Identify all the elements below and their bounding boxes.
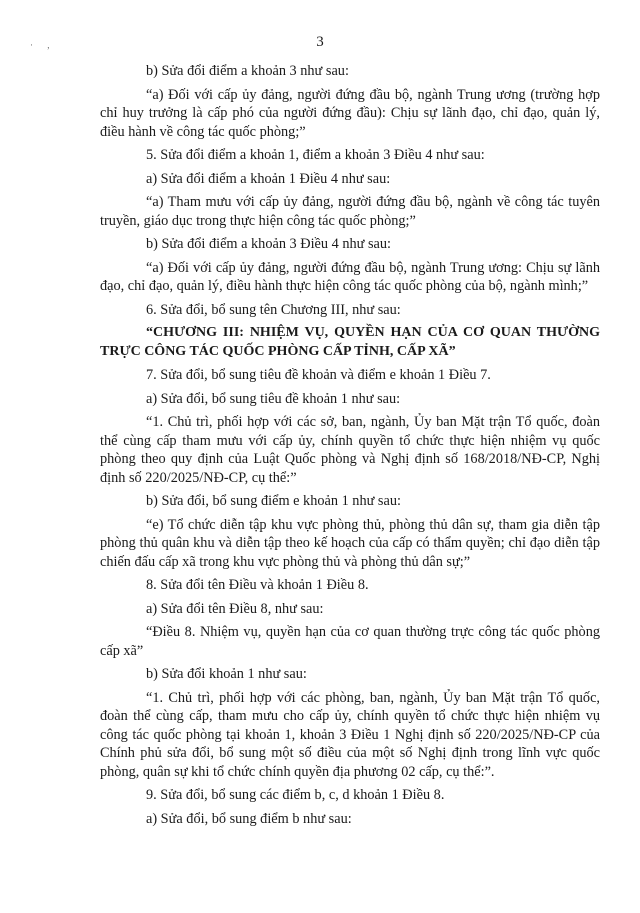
chapter-title: “CHƯƠNG III: NHIỆM VỤ, QUYỀN HẠN CỦA CƠ QUAN THƯỜNG TRỰC CÔNG TÁC QUỐC PHÒNG CẤP TỈNH, CẤP XÃ” — [100, 325, 600, 359]
paragraph: a) Sửa đổi, bổ sung điểm b như sau: — [146, 810, 352, 827]
paragraph: “a) Đối với cấp ủy đảng, người đứng đầu bộ, ngành Trung ương (trường hợp chỉ huy trưởng là cấp phó của người đứng đầu): Chịu sự lãnh đạo, chỉ đạo, quản lý, điều hành về công tác quốc phòng;” — [100, 86, 600, 140]
paragraph: 7. Sửa đổi, bổ sung tiêu đề khoản và điểm e khoản 1 Điều 7. — [146, 367, 491, 383]
paragraph: a) Sửa đổi, bổ sung tiêu đề khoản 1 như sau: — [146, 390, 401, 407]
paragraph: 8. Sửa đổi tên Điều và khoản 1 Điều 8. — [146, 577, 369, 593]
paragraph: “e) Tổ chức diễn tập khu vực phòng thủ, phòng thủ dân sự, tham gia diễn tập phòng thủ quân khu và diễn tập theo kế hoạch của cấp có thẩm quyền; chỉ đạo diễn tập chiến đấu cấp xã trong khu vực phòng thủ và phòng thủ dân sự;” — [100, 516, 600, 570]
paragraph: “1. Chủ trì, phối hợp với các sở, ban, ngành, Ủy ban Mặt trận Tổ quốc, đoàn thể cùng cấp tham mưu với cấp ủy, chính quyền tổ chức thực hiện nhiệm vụ quốc phòng theo quy định của Luật Quốc phòng và Nghị định số 168/2018/NĐ-CP, Nghị định số 220/2025/NĐ-CP, cụ thể:” — [100, 414, 600, 486]
paragraph: b) Sửa đổi điểm a khoản 3 Điều 4 như sau: — [146, 236, 392, 252]
paragraph: “Điều 8. Nhiệm vụ, quyền hạn của cơ quan thường trực công tác quốc phòng cấp xã” — [100, 624, 600, 659]
paragraph: 5. Sửa đổi điểm a khoản 1, điểm a khoản 3 Điều 4 như sau: — [146, 147, 485, 163]
paragraph: b) Sửa đổi điểm a khoản 3 như sau: — [146, 63, 349, 79]
paragraph: b) Sửa đổi khoản 1 như sau: — [146, 666, 307, 682]
scan-marks: · , — [30, 40, 56, 50]
paragraph: “a) Đối với cấp ủy đảng, người đứng đầu bộ, ngành Trung ương: Chịu sự lãnh đạo, chỉ đạo, quản lý, điều hành thực hiện công tác quốc phòng của bộ, ngành mình;” — [100, 259, 600, 294]
paragraph: “a) Tham mưu với cấp ủy đảng, người đứng đầu bộ, ngành về công tác tuyên truyền, giáo dục trong thực hiện công tác quốc phòng;” — [100, 194, 600, 229]
paragraph: b) Sửa đổi, bổ sung điểm e khoản 1 như sau: — [146, 493, 401, 509]
paragraph: 9. Sửa đổi, bổ sung các điểm b, c, d khoản 1 Điều 8. — [146, 787, 445, 803]
paragraph: “1. Chủ trì, phối hợp với các phòng, ban, ngành, Ủy ban Mặt trận Tổ quốc, đoàn thể cùng cấp, tham mưu cho cấp ủy, chính quyền tổ chức thực hiện nhiệm vụ công tác quốc phòng tại khoản 1, khoản 3 Điều 1 Nghị định số 220/2025/NĐ-CP của Chính phủ sửa đổi, bổ sung một số điều của một số Nghị định trong lĩnh vực quốc phòng, quân sự khi tổ chức chính quyền địa phương 02 cấp, cụ thể:”. — [100, 689, 600, 780]
page-number: 3 — [316, 34, 324, 50]
paragraph: a) Sửa đổi tên Điều 8, như sau: — [146, 600, 324, 617]
paragraph: 6. Sửa đổi, bổ sung tên Chương III, như sau: — [146, 301, 401, 318]
paragraph: a) Sửa đổi điểm a khoản 1 Điều 4 như sau: — [146, 170, 391, 187]
document-body — [100, 62, 600, 828]
